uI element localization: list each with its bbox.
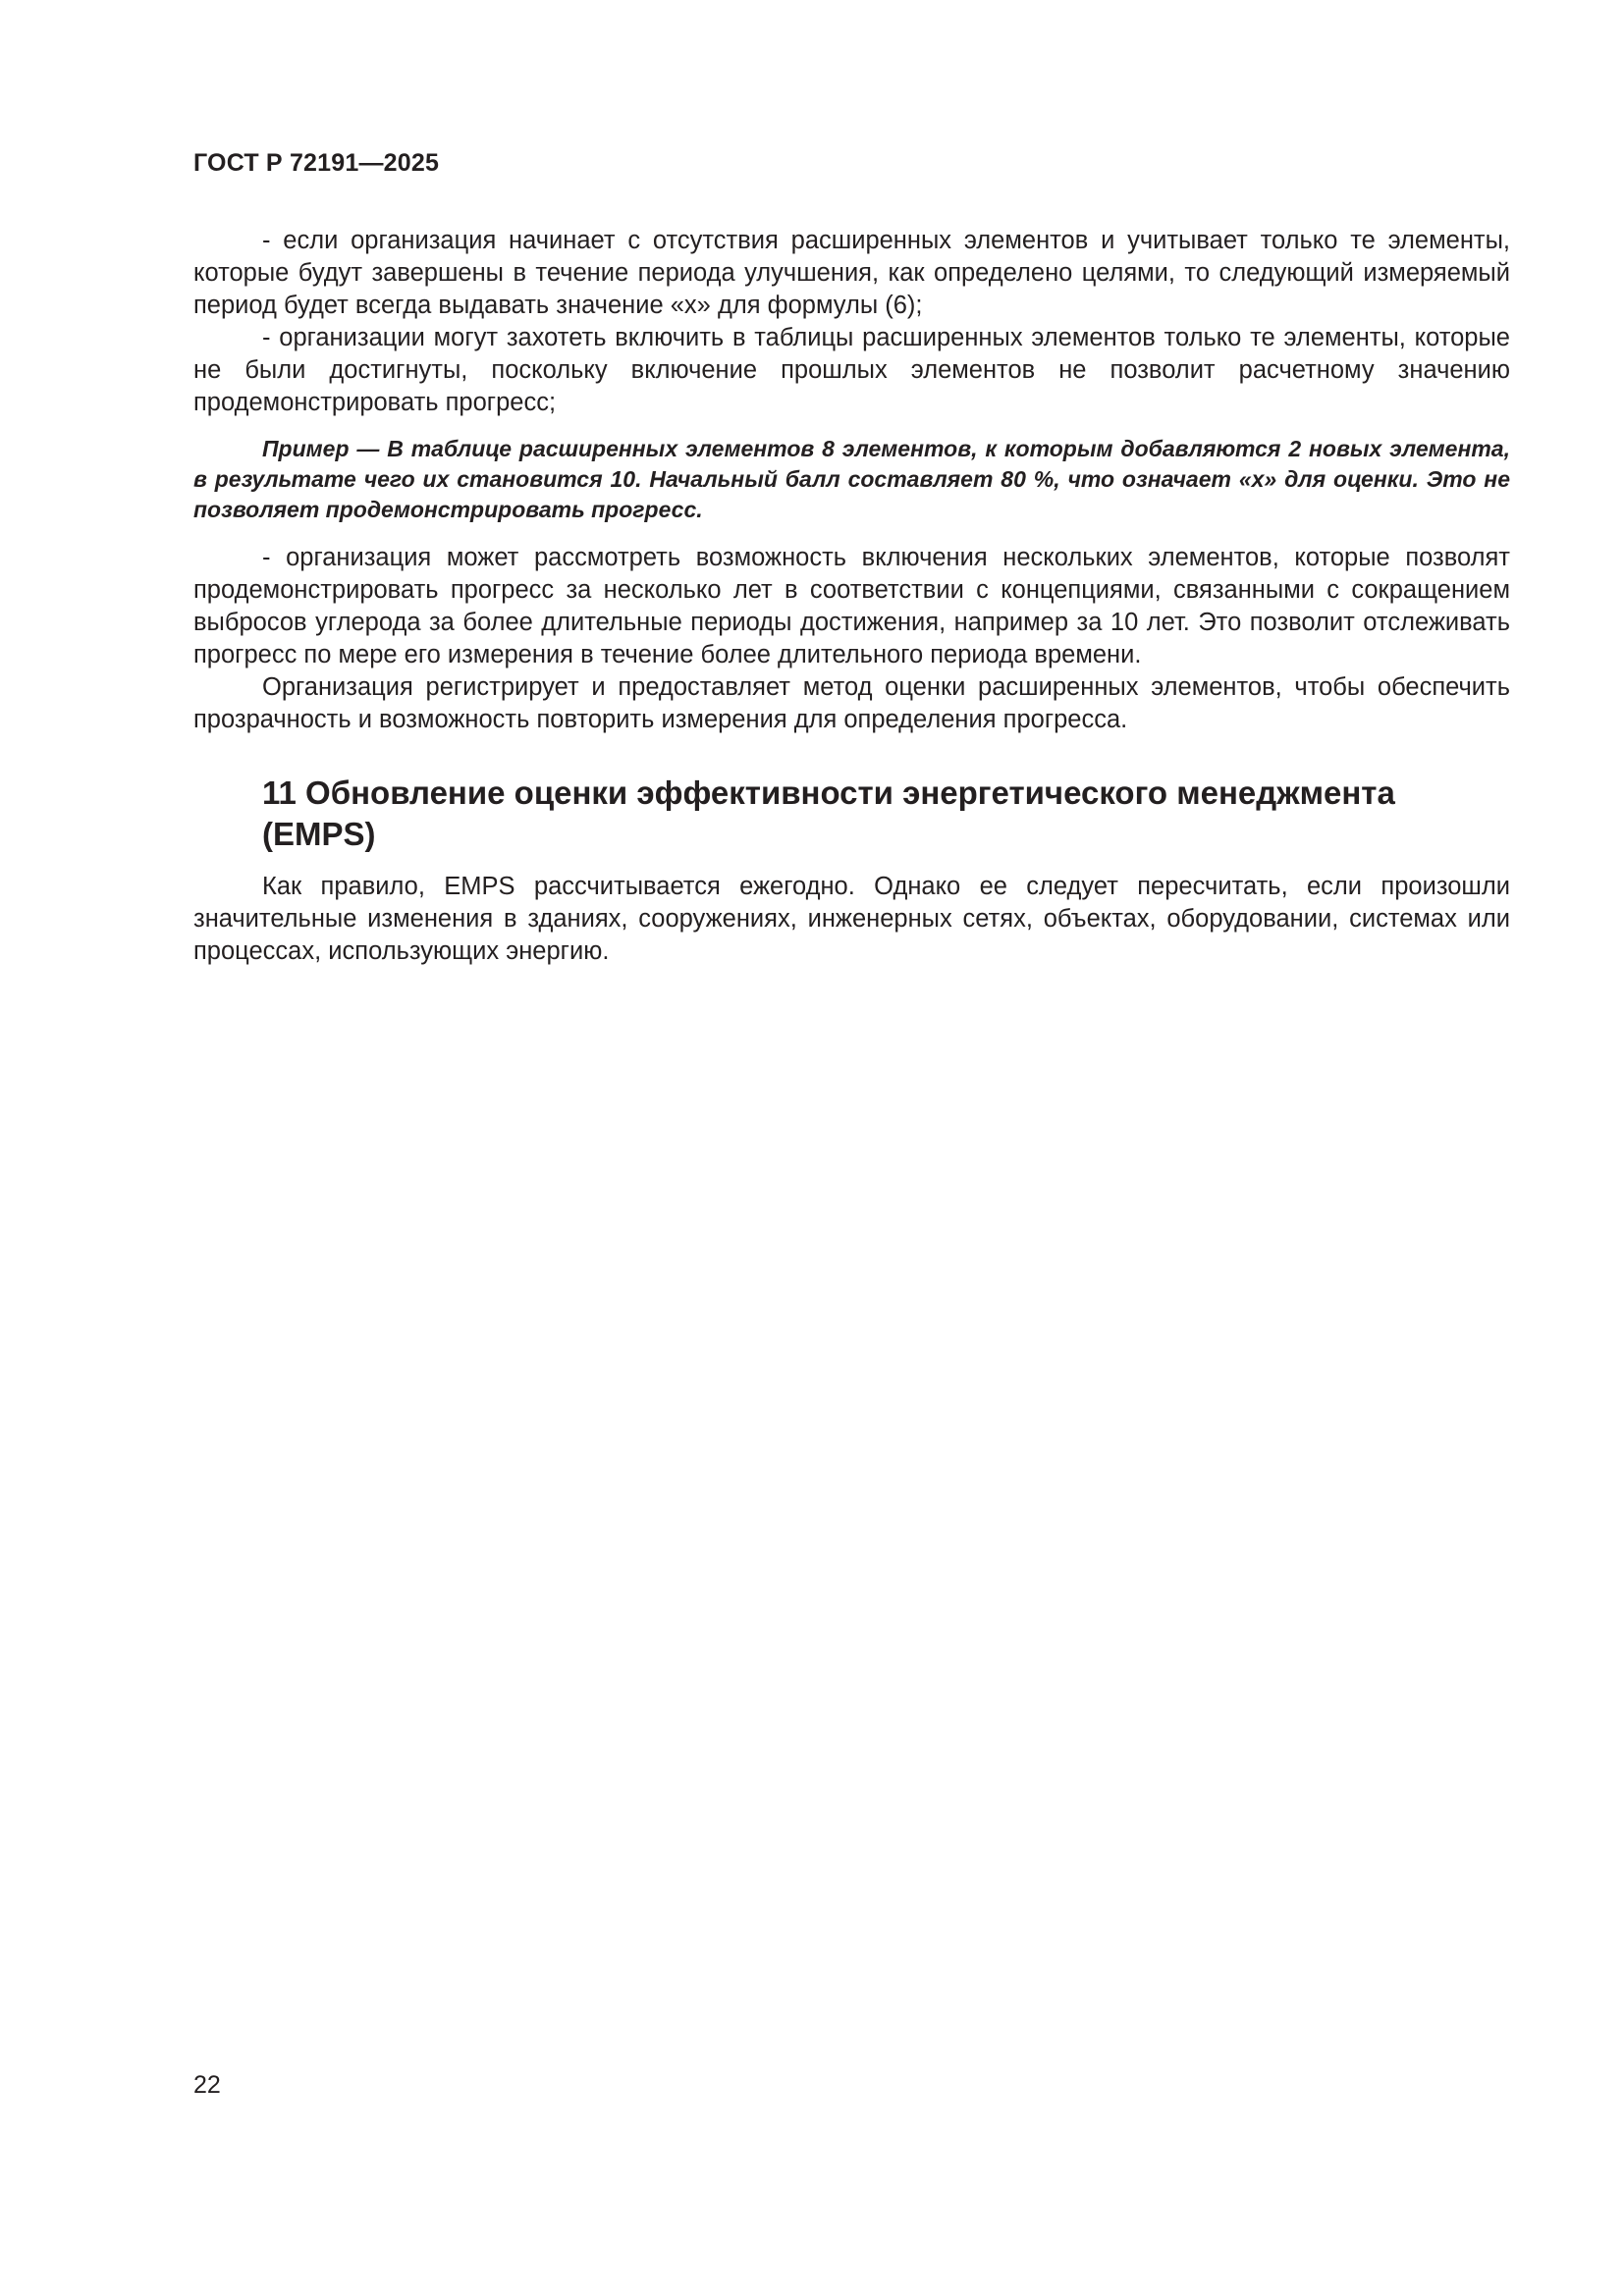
list-item: - организации могут захотеть включить в таблицы расширенных элементов только те элементы, которые не были достигнуты, поскольку включение прошлых элементов не позволит расчетному значению продемонстрировать прогресс; [193,324,1510,416]
list-item: - организация может рассмотреть возможность включения нескольких элементов, которые позволят продемонстрировать прогресс за несколько лет в соответствии с концепциями, связанными с сокращением выбросов углерода за более длительные периоды достижения, например за 10 лет. Это позволит отслеживать прогресс по мере его измерения в течение более длительного периода времени. [193,544,1510,668]
continued-text [193,542,1510,736]
section-body [193,871,1510,968]
example-note-text: Пример — В таблице расширенных элементов 8 элементов, к которым добавляются 2 новых элемента, в результате чего их становится 10. Начальный балл составляет 80 %, что означает «x» для оценки. Это не позволяет продемонстрировать прогресс. [193,436,1510,522]
page-number: 22 [193,2071,221,2099]
list-item: - если организация начинает с отсутствия расширенных элементов и учитывает только те элементы, которые будут завершены в течение периода улучшения, как определено целями, то следующий измеряемый период будет всегда выдавать значение «x» для формулы (6); [193,227,1510,319]
section-paragraph: Как правило, EMPS рассчитывается ежегодно. Однако ее следует пересчитать, если произошли значительные изменения в зданиях, сооружениях, инженерных сетях, объектах, оборудовании, системах или процессах, использующих энергию. [193,873,1510,965]
document-header-standard-id: ГОСТ Р 72191—2025 [193,149,440,177]
closing-paragraph: Организация регистрирует и предоставляет метод оценки расширенных элементов, чтобы обеспечить прозрачность и возможность повторить измерения для определения прогресса. [193,673,1510,733]
bullet-list [193,225,1510,419]
example-note [193,434,1510,525]
section-heading: 11 Обновление оценки эффективности энергетического менеджмента (EMPS) [262,774,1395,852]
